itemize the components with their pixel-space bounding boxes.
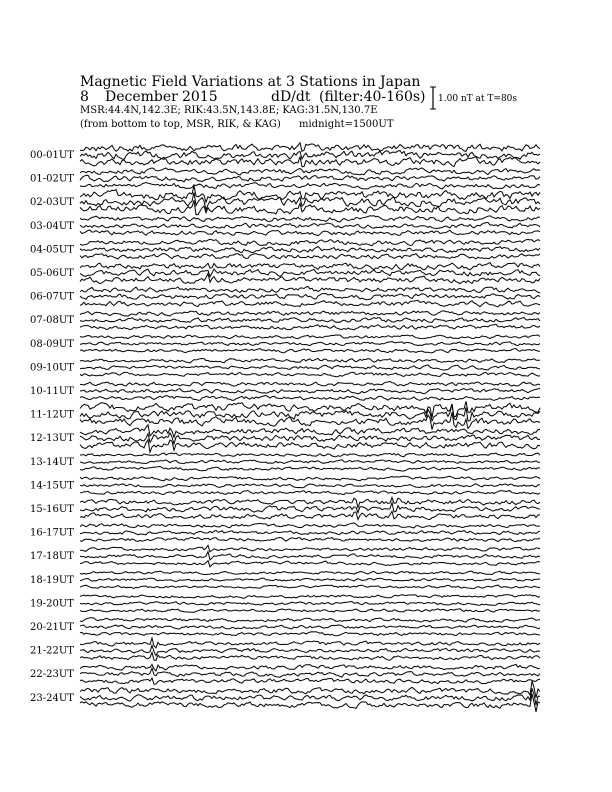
msr-trace bbox=[80, 396, 540, 401]
hour-label: 21-22UT bbox=[30, 645, 74, 657]
quantity-label: dD/dt bbox=[271, 89, 311, 105]
msr-trace bbox=[80, 300, 540, 307]
kag-trace bbox=[80, 498, 540, 508]
kag-trace bbox=[80, 186, 540, 203]
hour-label: 03-04UT bbox=[30, 220, 74, 232]
kag-trace bbox=[80, 476, 540, 481]
kag-trace bbox=[80, 664, 540, 671]
hour-label: 19-20UT bbox=[30, 598, 74, 610]
msr-trace bbox=[80, 537, 540, 541]
rik-trace bbox=[80, 625, 540, 629]
kag-trace bbox=[80, 681, 540, 698]
rik-trace bbox=[80, 552, 540, 560]
msr-trace bbox=[80, 324, 540, 330]
kag-trace bbox=[80, 168, 540, 175]
hour-label: 06-07UT bbox=[30, 291, 74, 303]
rik-trace bbox=[80, 530, 540, 534]
kag-trace bbox=[80, 545, 540, 551]
rik-trace bbox=[80, 269, 540, 277]
kag-trace bbox=[80, 335, 540, 339]
kag-trace bbox=[80, 638, 540, 648]
kag-trace bbox=[80, 287, 540, 294]
hour-label: 13-14UT bbox=[30, 456, 74, 468]
hour-label: 05-06UT bbox=[30, 268, 74, 279]
rik-trace bbox=[80, 578, 540, 581]
rik-trace bbox=[80, 602, 540, 606]
hour-label: 17-18UT bbox=[30, 551, 74, 563]
chart-title: Magnetic Field Variations at 3 Stations in Japan bbox=[80, 74, 421, 90]
kag-trace bbox=[80, 523, 540, 528]
hour-label: 18-19UT bbox=[30, 574, 74, 586]
kag-trace bbox=[80, 263, 540, 270]
hour-label: 15-16UT bbox=[30, 504, 74, 515]
hour-label: 16-17UT bbox=[30, 527, 74, 539]
rik-trace bbox=[80, 503, 540, 513]
rik-trace bbox=[80, 294, 540, 300]
hour-label: 01-02UT bbox=[30, 173, 74, 185]
msr-trace bbox=[80, 349, 540, 353]
kag-trace bbox=[80, 618, 540, 623]
kag-trace bbox=[80, 239, 540, 245]
station-order-label: (from bottom to top, MSR, RIK, & KAG) bbox=[80, 119, 281, 130]
kag-trace bbox=[80, 595, 540, 599]
hour-label: 12-13UT bbox=[30, 433, 74, 445]
rik-trace bbox=[80, 484, 540, 488]
msr-trace bbox=[80, 561, 540, 567]
hour-label: 10-11UT bbox=[30, 386, 74, 397]
msr-trace bbox=[80, 585, 540, 589]
hour-label: 02-03UT bbox=[30, 197, 74, 209]
msr-trace bbox=[80, 230, 540, 236]
hour-label: 23-24UT bbox=[30, 692, 74, 704]
hour-label: 07-08UT bbox=[30, 315, 74, 327]
msr-trace bbox=[80, 652, 540, 660]
date-day: 8 bbox=[80, 89, 89, 105]
date-year: 2015 bbox=[182, 89, 218, 105]
rik-trace bbox=[80, 222, 540, 228]
msr-trace bbox=[80, 632, 540, 636]
msr-trace bbox=[80, 183, 540, 190]
rik-trace bbox=[80, 247, 540, 253]
msr-trace bbox=[80, 491, 540, 495]
rik-trace bbox=[80, 460, 540, 464]
hour-label: 08-09UT bbox=[30, 338, 74, 350]
msr-trace bbox=[80, 254, 540, 260]
msr-trace bbox=[80, 440, 540, 453]
rik-trace bbox=[80, 433, 540, 444]
filter-label: (filter:40-160s) bbox=[319, 89, 426, 105]
hour-label: 11-12UT bbox=[30, 409, 74, 421]
msr-trace bbox=[80, 609, 540, 613]
rik-trace bbox=[80, 389, 540, 394]
scale-label: 1.00 nT at T=80s bbox=[438, 94, 518, 104]
rik-trace bbox=[80, 365, 540, 370]
msr-trace bbox=[80, 274, 540, 284]
midnight-label: midnight=1500UT bbox=[299, 119, 394, 130]
kag-trace bbox=[80, 143, 540, 152]
rik-trace bbox=[80, 175, 540, 182]
hour-label: 04-05UT bbox=[30, 244, 74, 256]
kag-trace bbox=[80, 381, 540, 386]
kag-trace bbox=[80, 571, 540, 575]
kag-trace bbox=[80, 359, 540, 363]
kag-trace bbox=[80, 453, 540, 457]
hour-label: 22-23UT bbox=[30, 669, 74, 681]
hour-label: 09-10UT bbox=[30, 362, 74, 374]
hour-label: 20-21UT bbox=[30, 622, 74, 633]
rik-trace bbox=[80, 342, 540, 346]
kag-trace bbox=[80, 311, 540, 316]
msr-trace bbox=[80, 678, 540, 684]
rik-trace bbox=[80, 317, 540, 322]
msr-trace bbox=[80, 157, 540, 167]
msr-trace bbox=[80, 467, 540, 472]
msr-trace bbox=[80, 694, 540, 712]
kag-trace bbox=[80, 216, 540, 222]
hour-label: 14-15UT bbox=[30, 480, 74, 492]
msr-trace bbox=[80, 372, 540, 377]
hour-label: 00-01UT bbox=[30, 150, 74, 161]
msr-trace bbox=[80, 511, 540, 519]
rik-trace bbox=[80, 668, 540, 677]
rik-trace bbox=[80, 645, 540, 655]
date-month: December bbox=[105, 89, 178, 105]
stations-label: MSR:44.4N,142.3E; RIK:43.5N,143.8E; KAG:31.5N,130.7E bbox=[80, 105, 378, 116]
